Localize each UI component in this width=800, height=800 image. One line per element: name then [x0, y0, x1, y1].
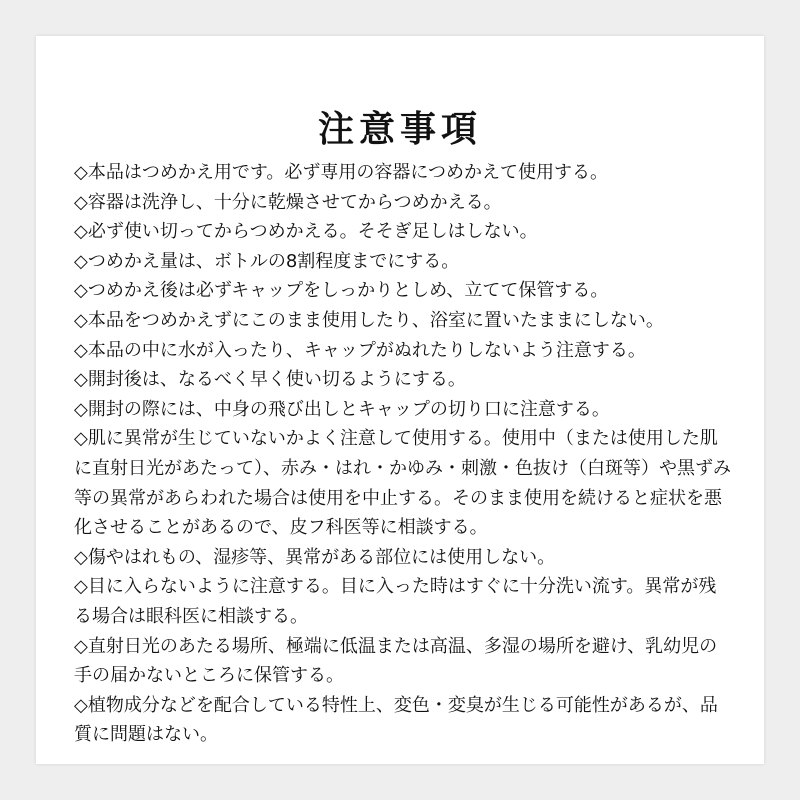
notice-item: ◇容器は洗浄し、十分に乾燥させてからつめかえる。	[74, 191, 502, 213]
notice-list	[74, 158, 734, 750]
notice-item: ◇つめかえ量は、ボトルの8割程度までにする。	[74, 250, 460, 272]
notice-item: ◇つめかえ後は必ずキャップをしっかりとしめ、立てて保管する。	[74, 280, 609, 302]
notice-item: ◇目に入らないように注意する。目に入った時はすぐに十分洗い流す。異常が残る場合は眼科医に相談する。	[74, 576, 717, 627]
notice-item: ◇本品をつめかえずにこのまま使用したり、浴室に置いたままにしない。	[74, 309, 664, 331]
notice-item: ◇本品の中に水が入ったり、キャップがぬれたりしないよう注意する。	[74, 339, 646, 361]
notice-item: ◇必ず使い切ってからつめかえる。そそぎ足しはしない。	[74, 221, 538, 243]
notice-item: ◇開封の際には、中身の飛び出しとキャップの切り口に注意する。	[74, 398, 610, 420]
notice-item: ◇直射日光のあたる場所、極端に低温または高温、多湿の場所を避け、乳幼児の手の届かないところに保管する。	[74, 635, 718, 687]
notice-item: ◇肌に異常が生じていないかよく注意して使用する。使用中（または使用した肌に直射日光があたって）、赤み・はれ・かゆみ・刺激・色抜け（白斑等）や黒ずみ等の異常があらわれた場合は使用を中止する。そのまま使用を続けると症状を悪化させることがあるので、皮フ科医等に相談する。	[74, 428, 731, 539]
page-title: 注意事項	[317, 109, 482, 150]
notice-item: ◇開封後は、なるべく早く使い切るようにする。	[74, 369, 466, 391]
notice-item: ◇本品はつめかえ用です。必ず専用の容器につめかえて使用する。	[74, 162, 609, 183]
notice-item: ◇植物成分などを配合している特性上、変色・変臭が生じる可能性があるが、品質に問題はない。	[74, 694, 718, 746]
notice-card	[36, 36, 764, 764]
notice-item: ◇傷やはれもの、湿疹等、異常がある部位には使用しない。	[74, 546, 556, 568]
